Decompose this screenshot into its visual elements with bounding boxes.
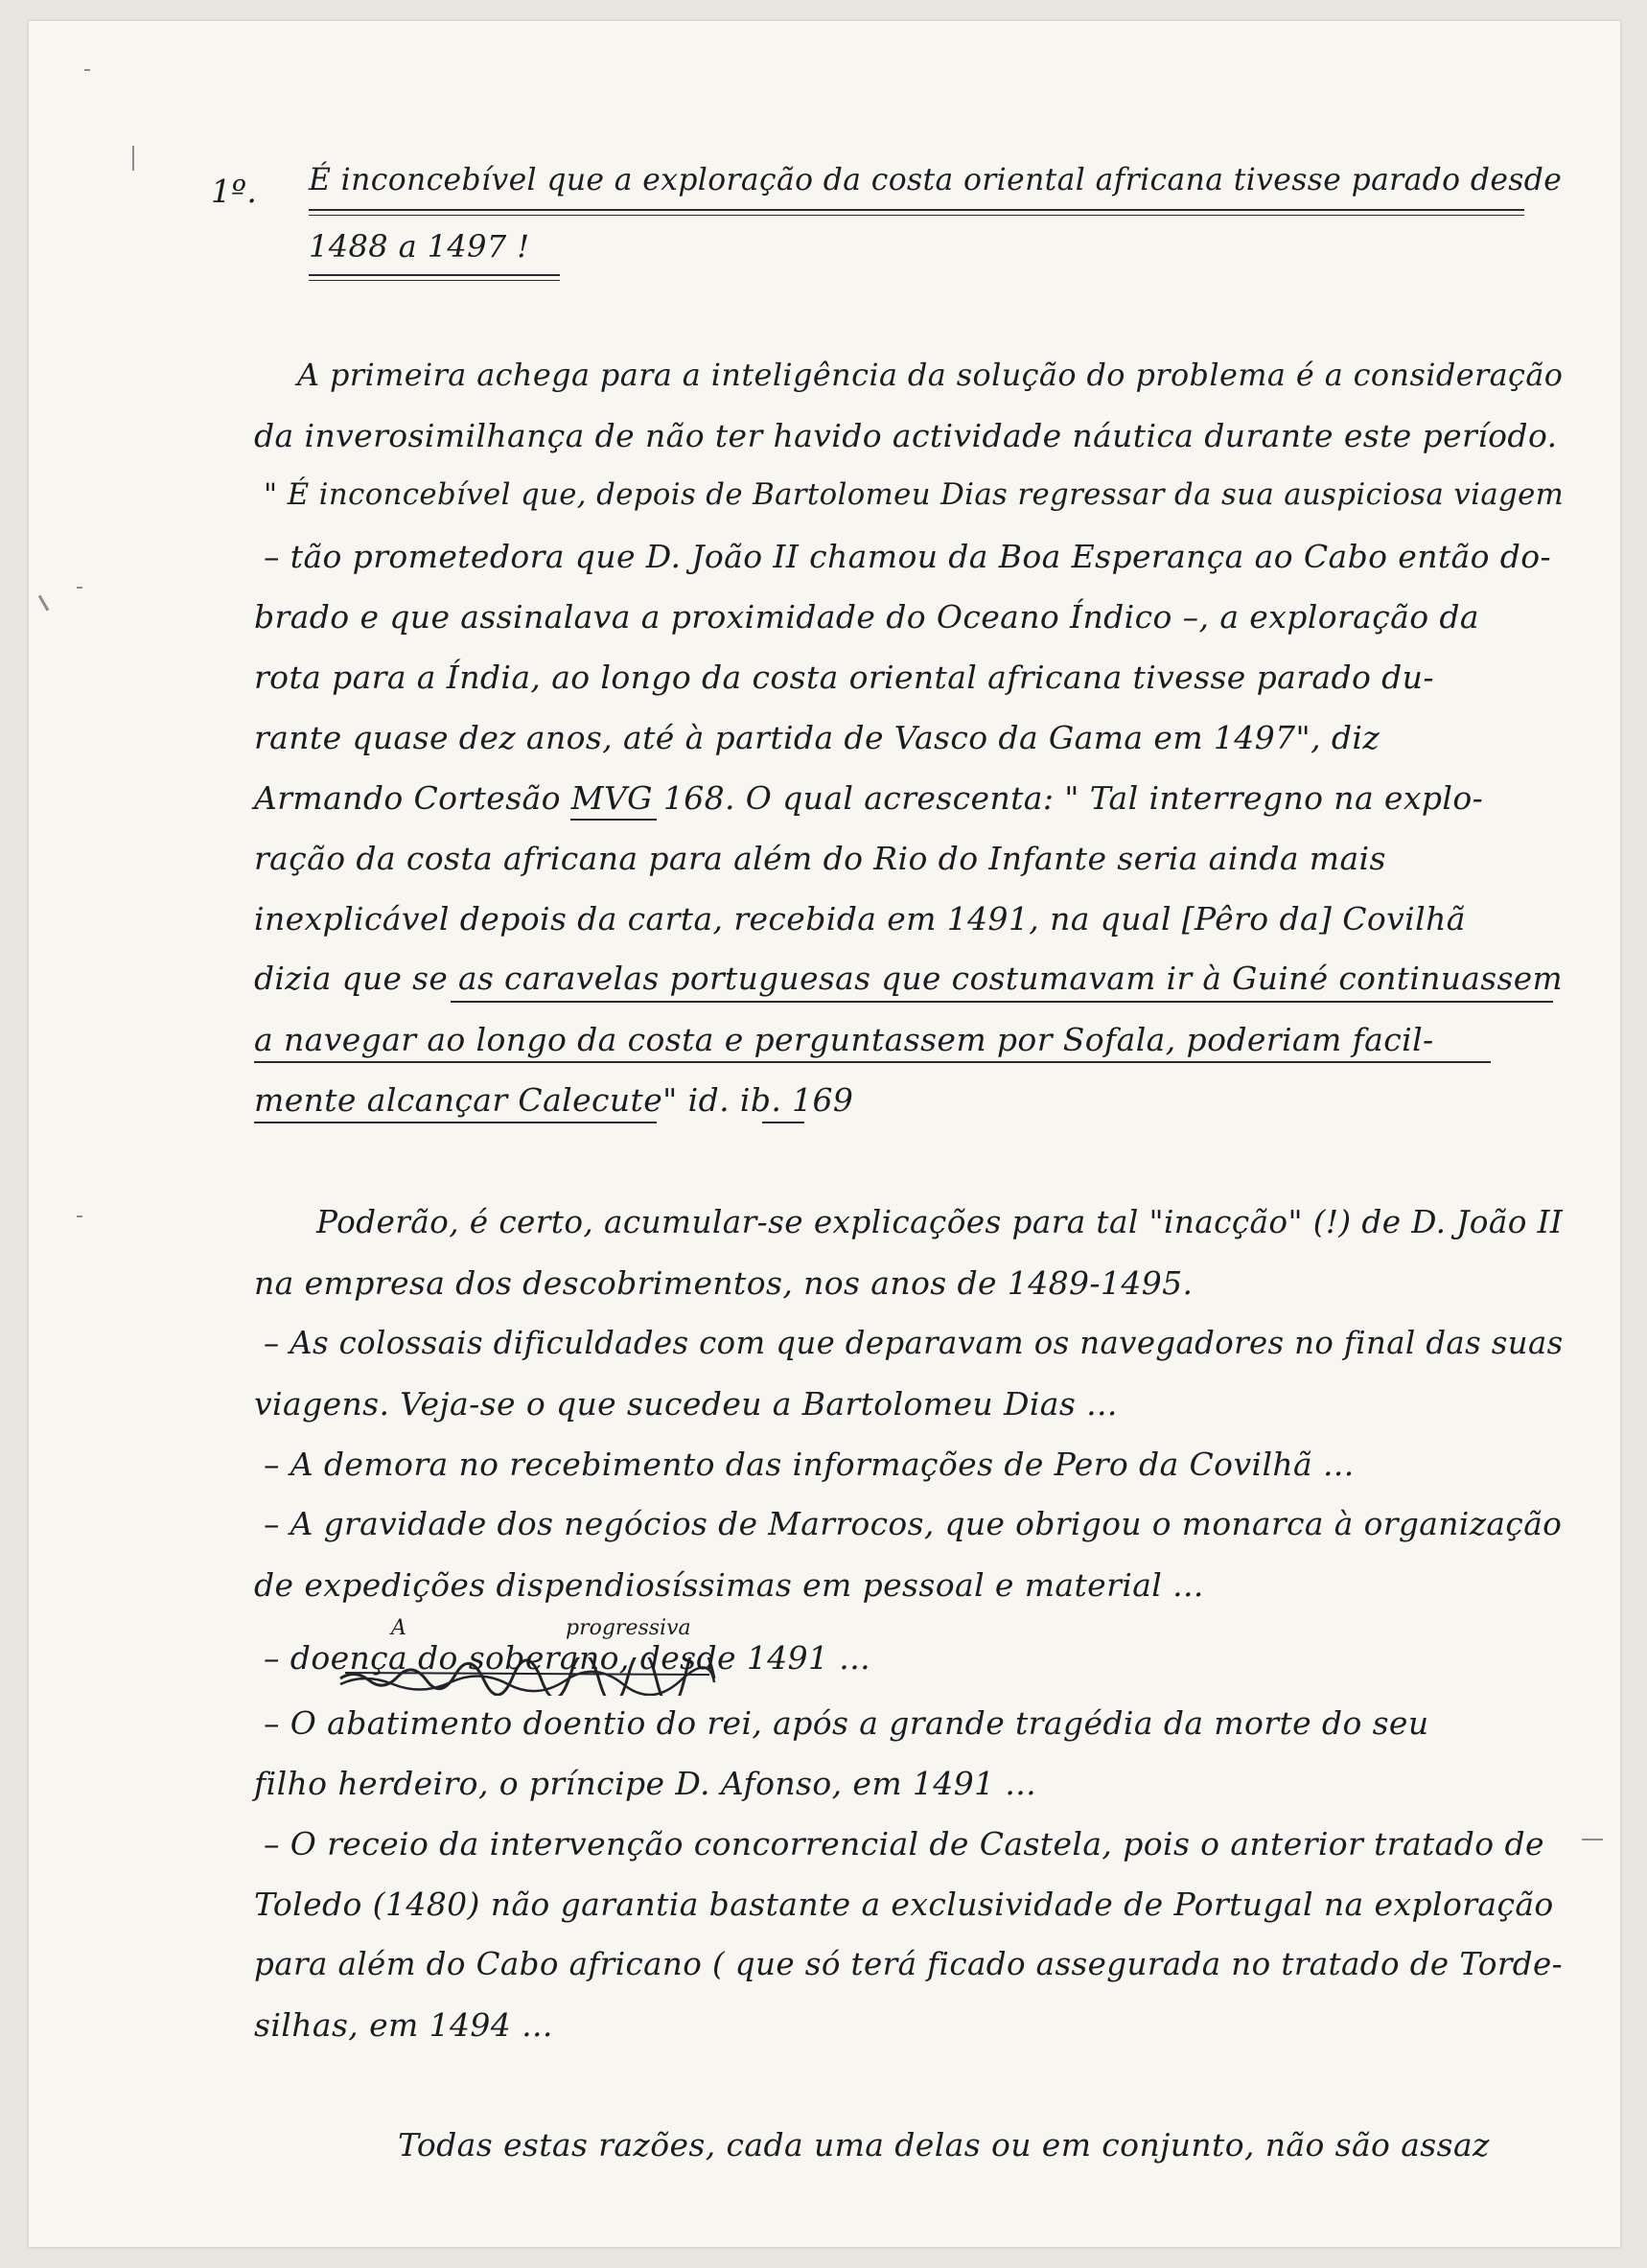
margin-mark: [132, 146, 134, 171]
margin-mark: [77, 1215, 82, 1217]
title-underline-1: [309, 209, 1524, 211]
paragraph1-line-9: ração da costa africana para além do Rio do Infante seria ainda mais: [254, 840, 1386, 877]
paragraph1-line-7: rante quase dez anos, até à partida de Vasco da Gama em 1497", diz: [254, 719, 1380, 756]
paragraph2-line-10: filho herdeiro, o príncipe D. Afonso, em 1491 ...: [254, 1765, 1037, 1802]
manuscript-page: [29, 21, 1620, 2247]
margin-mark: [38, 594, 50, 611]
paragraph1-line-2: da inverosimilhança de não ter havido actividade náutica durante este período.: [254, 417, 1558, 454]
paragraph2-line-9: – O abatimento doentio do rei, após a grande tragédia da morte do seu: [264, 1704, 1429, 1742]
quote-underline-2: [254, 1061, 1491, 1063]
paragraph1-line-3: " É inconcebível que, depois de Bartolomeu Dias regressar da sua auspiciosa viagem: [264, 477, 1565, 512]
paragraph2-line-1: Poderão, é certo, acumular-se explicações para tal "inacção" (!) de D. João II: [316, 1204, 1564, 1240]
paragraph1-line-5: brado e que assinalava a proximidade do Oceano Índico –, a exploração da: [254, 598, 1479, 636]
paragraph2-line-14: silhas, em 1494 ...: [254, 2006, 553, 2044]
margin-mark: [77, 587, 82, 589]
paragraph1-line-4: – tão prometedora que D. João II chamou da Boa Esperança ao Cabo então do-: [264, 538, 1552, 575]
quote-underline-3: [254, 1122, 657, 1123]
paragraph1-line-12: a navegar ao longo da costa e perguntassem por Sofala, poderiam facil-: [254, 1021, 1434, 1058]
ib-underline: [762, 1122, 804, 1123]
paragraph3-line-1: Todas estas razões, cada uma delas ou em conjunto, não são assaz: [398, 2126, 1490, 2164]
insertion-adjective: progressiva: [566, 1616, 691, 1640]
paragraph2-line-13: para além do Cabo africano ( que só terá ficado assegurada no tratado de Torde-: [254, 1946, 1564, 1982]
paragraph1-line-13: mente alcançar Calecute" id. ib. 169: [254, 1081, 854, 1119]
title-line-1: É inconcebível que a exploração da costa oriental africana tivesse parado desde: [309, 163, 1563, 197]
paragraph2-line-11: – O receio da intervenção concorrencial de Castela, pois o anterior tratado de: [264, 1825, 1544, 1863]
paragraph2-line-7: de expedições dispendiosíssimas em pessoal e material ...: [254, 1566, 1204, 1604]
paragraph1-line-8: Armando Cortesão MVG 168. O qual acrescenta: " Tal interregno na explo-: [254, 779, 1484, 817]
insertion-article: A: [391, 1616, 406, 1640]
title-number: 1º.: [211, 173, 258, 210]
paragraph1-line-6: rota para a Índia, ao longo da costa oriental africana tivesse parado du-: [254, 659, 1434, 696]
title-underline-2: [309, 274, 560, 276]
paragraph2-line-6: – A gravidade dos negócios de Marrocos, que obrigou o monarca à organização: [264, 1506, 1563, 1542]
margin-mark: [1582, 1839, 1603, 1840]
paragraph2-line-12: Toledo (1480) não garantia bastante a exclusividade de Portugal na exploração: [254, 1886, 1554, 1923]
margin-mark: [84, 69, 90, 71]
paragraph2-line-3: – As colossais dificuldades com que deparavam os navegadores no final das suas: [264, 1325, 1564, 1361]
title-line-2: 1488 a 1497 !: [309, 228, 530, 265]
title-underline-2b: [309, 280, 560, 281]
paragraph1-line-10: inexplicável depois da carta, recebida em 1491, na qual [Pêro da] Covilhã: [254, 900, 1466, 937]
title-underline-1b: [309, 215, 1524, 216]
quote-underline-1: [451, 1001, 1553, 1003]
mvg-underline: [570, 819, 657, 821]
paragraph2-line-8: – doença do soberano, desde 1491 ...: [264, 1639, 870, 1677]
paragraph2-line-4: viagens. Veja-se o que sucedeu a Bartolomeu Dias ...: [254, 1385, 1118, 1423]
paragraph1-line-11: dizia que se as caravelas portuguesas que costumavam ir à Guiné continuassem: [254, 960, 1563, 997]
paragraph2-line-5: – A demora no recebimento das informações de Pero da Covilhã ...: [264, 1446, 1355, 1483]
paragraph2-line-2: na empresa dos descobrimentos, nos anos de 1489-1495.: [254, 1264, 1194, 1302]
paragraph1-line-1: A primeira achega para a inteligência da solução do problema é a consideração: [297, 357, 1564, 393]
